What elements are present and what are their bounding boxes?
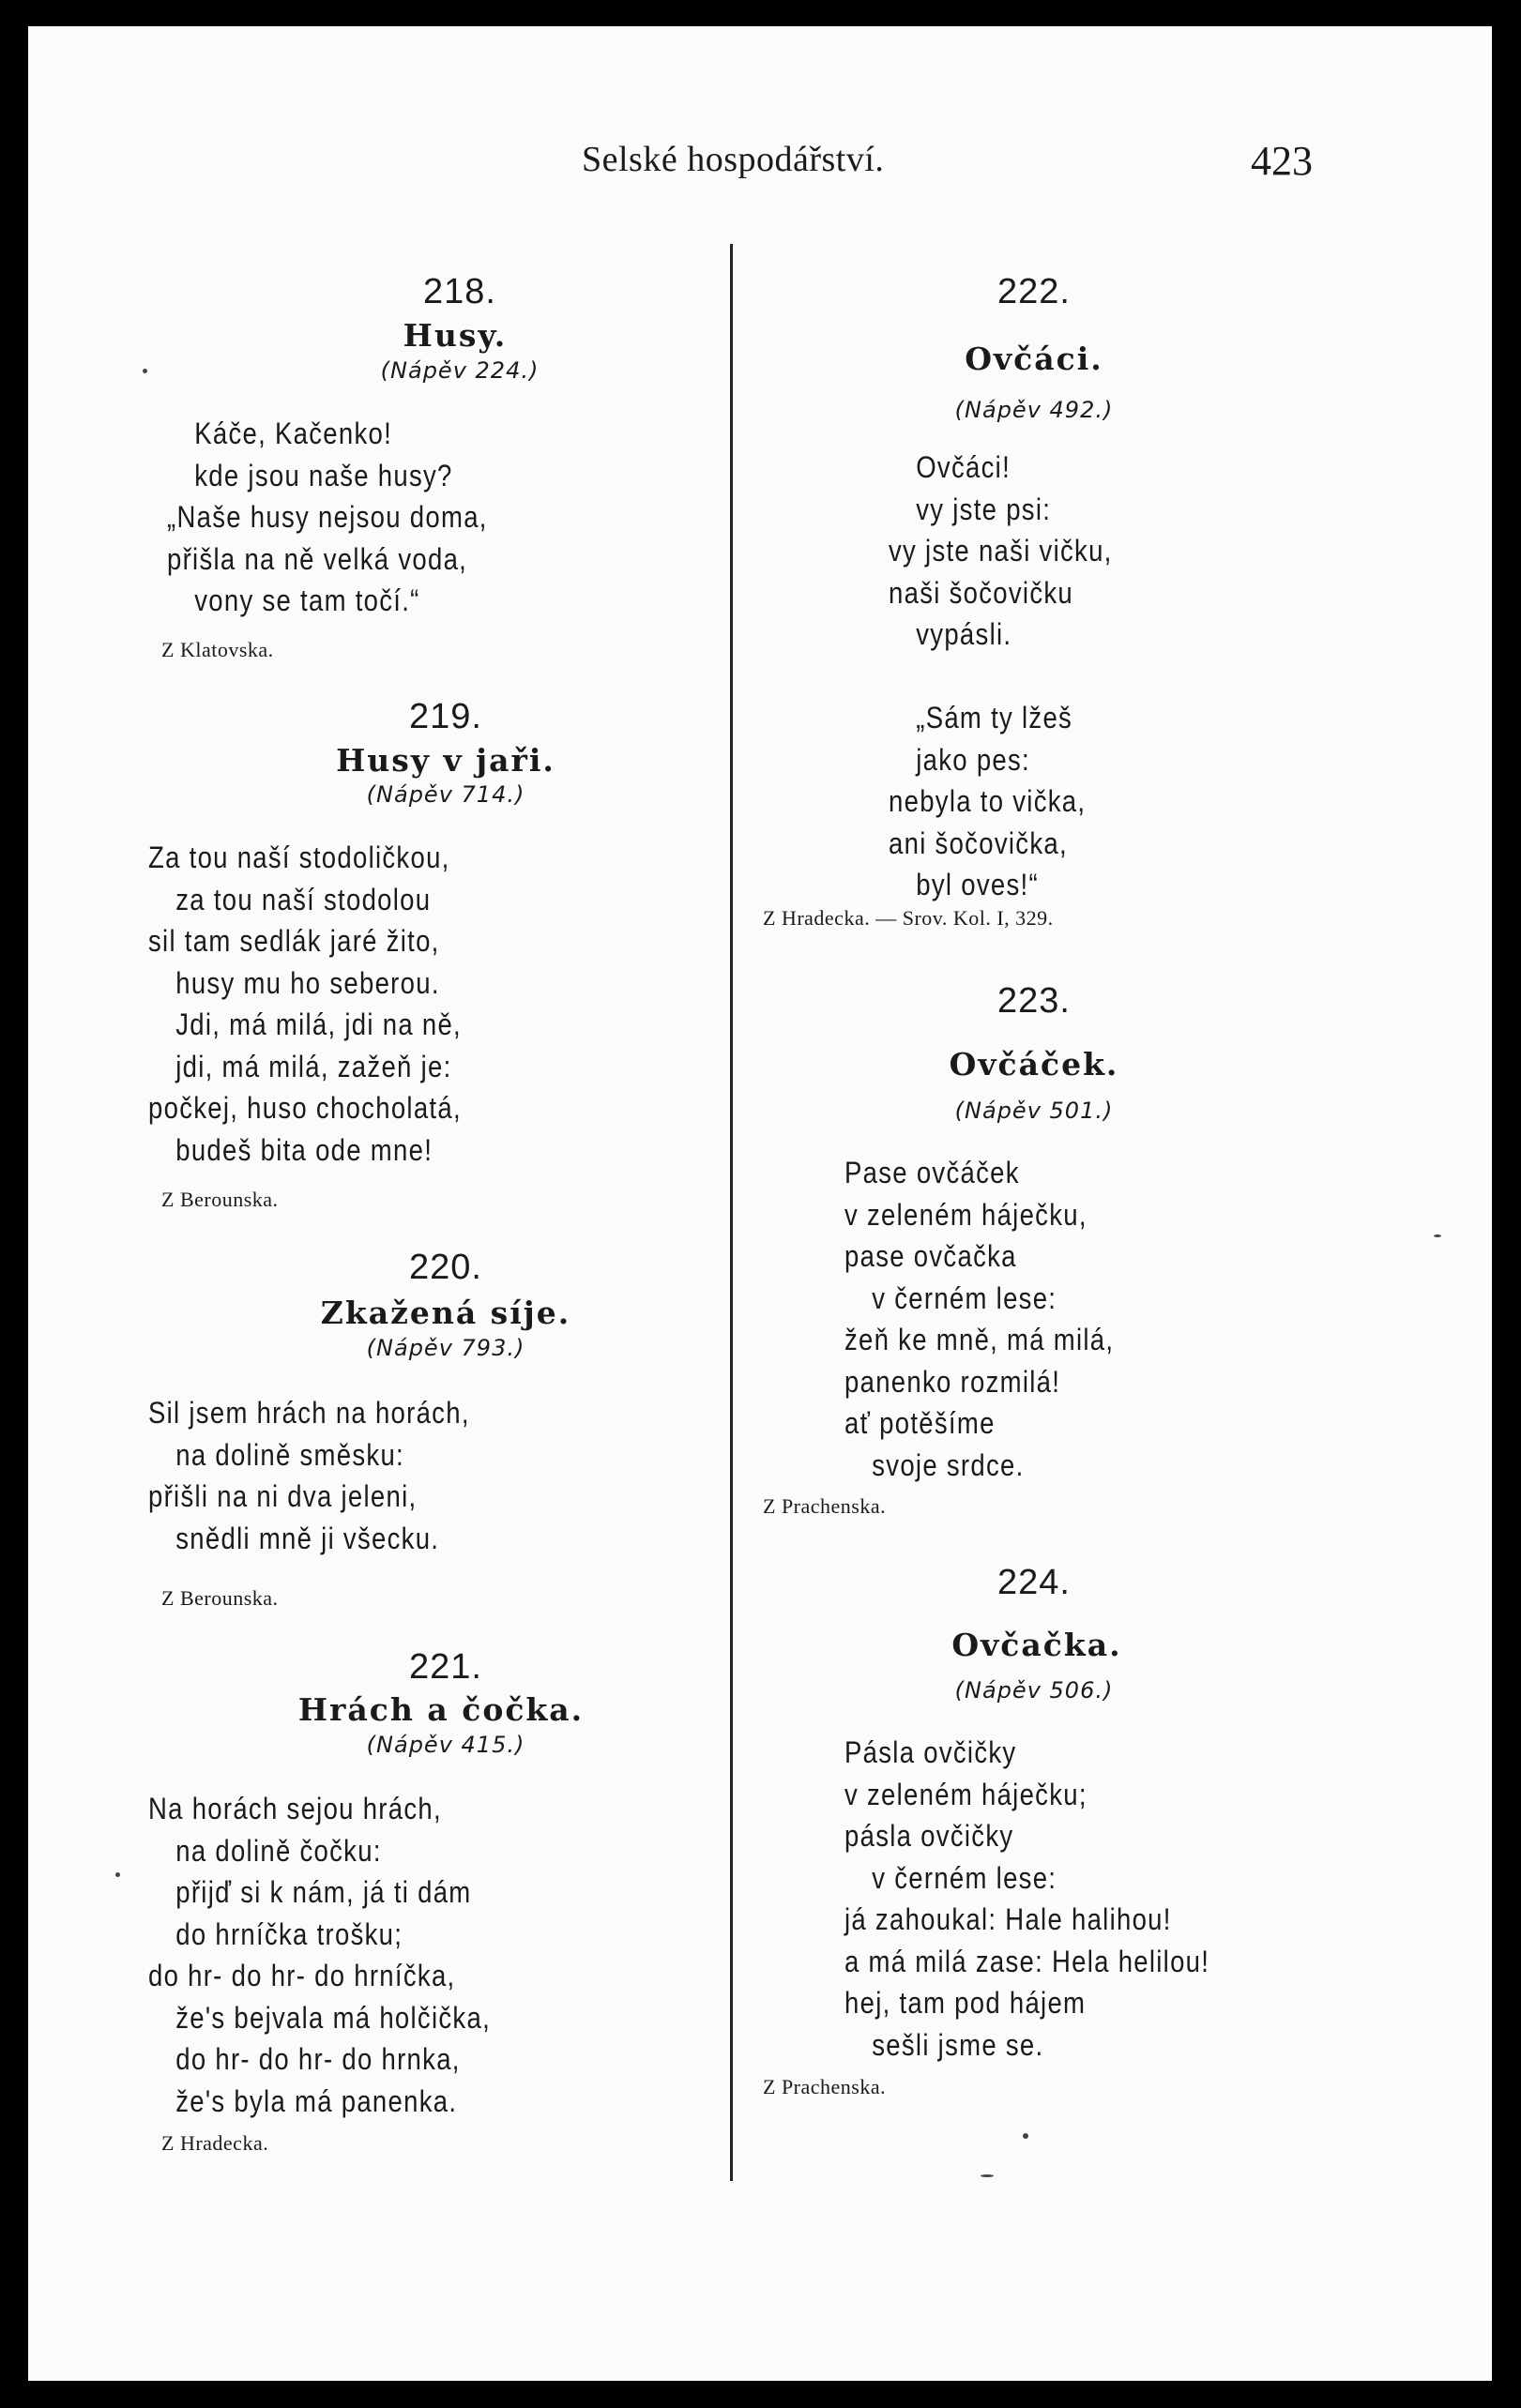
verse-text [844,1732,1209,2066]
verse-line: vy jste psi: [916,492,1052,526]
verse-line: panenko rozmilá! [844,1364,1061,1399]
verse-line: za tou naší stodolou [175,882,432,916]
song-title: Hrách a čočka. [297,1691,585,1728]
verse-line: v černém lese: [872,1280,1057,1315]
song-number: 220. [409,1248,482,1287]
song-title: Ovčáci. [965,341,1103,377]
verse-text [844,1152,1114,1486]
verse-line: svoje srdce. [872,1447,1025,1482]
verse-text [148,1788,491,2122]
verse-line: kde jsou naše husy? [194,458,453,492]
verse-line: Jdi, má milá, jdi na ně, [175,1007,462,1041]
song-number: 223. [997,981,1071,1021]
song-title: Husy. [403,317,508,354]
melody-reference: (Nápěv 224.) [380,357,540,384]
running-title: Selské hospodářství. [582,140,885,179]
verse-line: jdi, má milá, zažeň je: [175,1049,452,1083]
verse-line: v zeleném háječku, [844,1197,1088,1232]
print-speck [115,1872,120,1877]
verse-line: sešli jsme se. [872,2027,1044,2062]
verse-line: přišla na ně velká voda, [167,541,468,576]
verse-line: jako pes: [916,742,1030,777]
verse-line: počkej, huso chocholatá, [148,1091,462,1125]
print-speck [143,369,147,373]
source-attribution: Z Prachenska. [763,1494,887,1518]
verse-line: já zahoukal: Hale halihou! [844,1902,1172,1936]
source-attribution: Z Berounska. [161,1188,279,1211]
verse-line: přišli na ni dva jeleni, [148,1479,418,1513]
verse-line: „Sám ty lžeš [916,701,1073,735]
verse-line: husy mu ho seberou. [175,965,440,1000]
book-page [28,26,1492,2381]
song-number: 218. [423,272,496,311]
source-attribution: Z Klatovska. [161,638,274,661]
verse-text [889,447,1113,906]
verse-line: pase ovčačka [844,1239,1017,1273]
verse-line: Sil jsem hrách na horách, [148,1396,470,1430]
verse-line: „Naše husy nejsou doma, [167,500,488,534]
verse-line: Káče, Kačenko! [194,416,393,450]
verse-line: na dolině směsku: [175,1437,404,1472]
verse-line: vypásli. [916,617,1012,651]
verse-line: ať potěšíme [844,1406,996,1440]
verse-line: Ovčáci! [916,450,1011,484]
source-attribution: Z Prachenska. [763,2075,887,2098]
song-title: Zkažená síje. [320,1295,571,1331]
verse-line: do hr- do hr- do hrníčka, [148,1959,456,1992]
verse-text [167,413,488,622]
verse-line: a má milá zase: Hela helilou! [844,1944,1210,1978]
verse-line: byl oves!“ [916,868,1039,901]
verse-text [148,1392,470,1559]
verse-line: vy jste naši vičku, [889,534,1113,568]
melody-reference: (Nápěv 415.) [366,1732,525,1758]
melody-reference: (Nápěv 714.) [366,781,525,808]
verse-line: budeš bita ode mne! [175,1132,433,1167]
melody-reference: (Nápěv 492.) [954,397,1114,423]
song-number: 219. [409,697,482,736]
verse-line: Za tou naší stodoličkou, [148,841,450,874]
verse-line: ani šočovička, [889,825,1068,860]
column-divider [730,244,733,2181]
melody-reference: (Nápěv 501.) [954,1098,1114,1124]
verse-line: Na horách sejou hrách, [148,1792,442,1825]
verse-line: do hr- do hr- do hrnka, [175,2042,461,2076]
verse-line: Pásla ovčičky [844,1735,1017,1769]
source-attribution: Z Hradecka. — Srov. Kol. I, 329. [763,906,1054,930]
melody-reference: (Nápěv 793.) [366,1335,525,1361]
verse-line: do hrníčka trošku; [175,1916,403,1951]
song-title: Ovčačka. [951,1627,1122,1663]
verse-line: snědli mně ji všecku. [175,1521,440,1555]
print-speck [1023,2133,1028,2139]
verse-line: žeň ke mně, má milá, [844,1323,1115,1356]
stanza-break [889,656,1113,698]
verse-line: nebyla to vička, [889,784,1087,818]
page-number: 423 [1251,138,1313,184]
verse-line: že's byla má panenka. [175,2083,458,2118]
song-number: 221. [409,1647,482,1687]
song-title: Ovčáček. [949,1046,1119,1083]
verse-line: přijď si k nám, já ti dám [175,1875,472,1909]
verse-line: Pase ovčáček [844,1156,1020,1189]
source-attribution: Z Hradecka. [161,2131,269,2155]
verse-line: sil tam sedlák jaré žito, [148,924,440,958]
source-attribution: Z Berounska. [161,1586,279,1610]
verse-line: pásla ovčičky [844,1819,1014,1853]
song-title: Husy v jaři. [336,742,555,779]
melody-reference: (Nápěv 506.) [954,1677,1114,1704]
print-speck [1434,1234,1441,1237]
song-number: 222. [997,272,1071,311]
verse-line: v černém lese: [872,1860,1057,1895]
print-speck [981,2174,994,2177]
song-number: 224. [997,1563,1071,1602]
verse-line: na dolině čočku: [175,1833,382,1868]
verse-text [148,837,462,1171]
verse-line: naši šočovičku [889,575,1074,610]
verse-line: hej, tam pod hájem [844,1986,1087,2020]
verse-line: že's bejvala má holčička, [175,2000,492,2035]
verse-line: v zeleném háječku; [844,1777,1088,1811]
verse-line: vony se tam točí.“ [194,583,420,617]
